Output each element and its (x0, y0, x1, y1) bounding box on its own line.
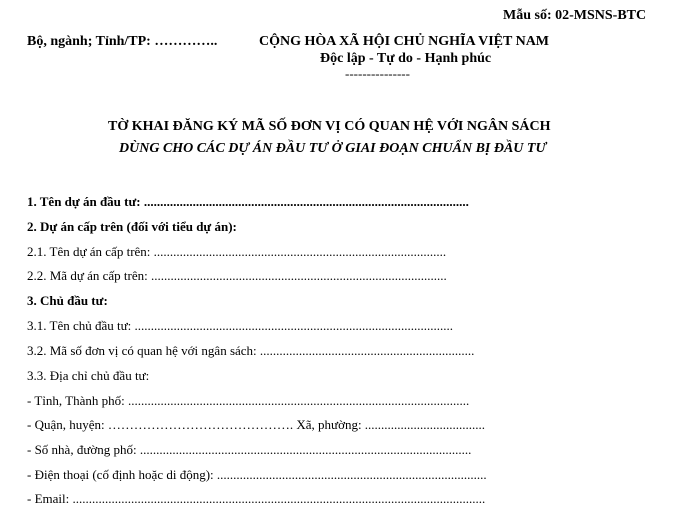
investor-name-field[interactable]: 3.1. Tên chủ đầu tư: .................................................................................................. (27, 318, 454, 333)
project-name-field[interactable]: 1. Tên dự án đầu tư: .................................................................................................... (27, 194, 469, 209)
email-field[interactable]: - Email: ............................................................................................................................... (27, 491, 486, 506)
motto-rule: --------------- (345, 66, 410, 81)
investor-address-heading: 3.3. Địa chỉ chủ đầu tư: (27, 368, 150, 383)
budget-unit-code-field[interactable]: 3.2. Mã số đơn vị có quan hệ với ngân sách: .................................................................. (27, 343, 475, 358)
form-title: TỜ KHAI ĐĂNG KÝ MÃ SỐ ĐƠN VỊ CÓ QUAN HỆ VỚI NGÂN SÁCH (108, 119, 551, 134)
parent-project-code-field[interactable]: 2.2. Mã dự án cấp trên: ........................................................................................... (27, 268, 447, 283)
parent-project-heading: 2. Dự án cấp trên (đối với tiểu dự án): (27, 219, 237, 234)
ministry-label: Bộ, ngành; Tỉnh/TP: ………….. (27, 34, 218, 49)
phone-field[interactable]: - Điện thoại (cố định hoặc di động): ................................................................................... (27, 467, 487, 482)
national-motto: Độc lập - Tự do - Hạnh phúc (320, 51, 492, 66)
form-code: Mẫu số: 02-MSNS-BTC (503, 8, 647, 23)
country-name: CỘNG HÒA XÃ HỘI CHỦ NGHĨA VIỆT NAM (259, 34, 550, 49)
district-ward-field[interactable]: - Quận, huyện: ……………………………………. Xã, phường: ..................................... (27, 417, 486, 432)
province-field[interactable]: - Tỉnh, Thành phố: ......................................................................................................... (27, 393, 470, 408)
form-subtitle: DÙNG CHO CÁC DỰ ÁN ĐẦU TƯ Ở GIAI ĐOẠN CHUẨN BỊ ĐẦU TƯ (119, 141, 547, 156)
investor-heading: 3. Chủ đầu tư: (27, 293, 108, 308)
street-field[interactable]: - Số nhà, đường phố: ...................................................................................................... (27, 442, 472, 457)
parent-project-name-field[interactable]: 2.1. Tên dự án cấp trên: .......................................................................................... (27, 244, 447, 259)
